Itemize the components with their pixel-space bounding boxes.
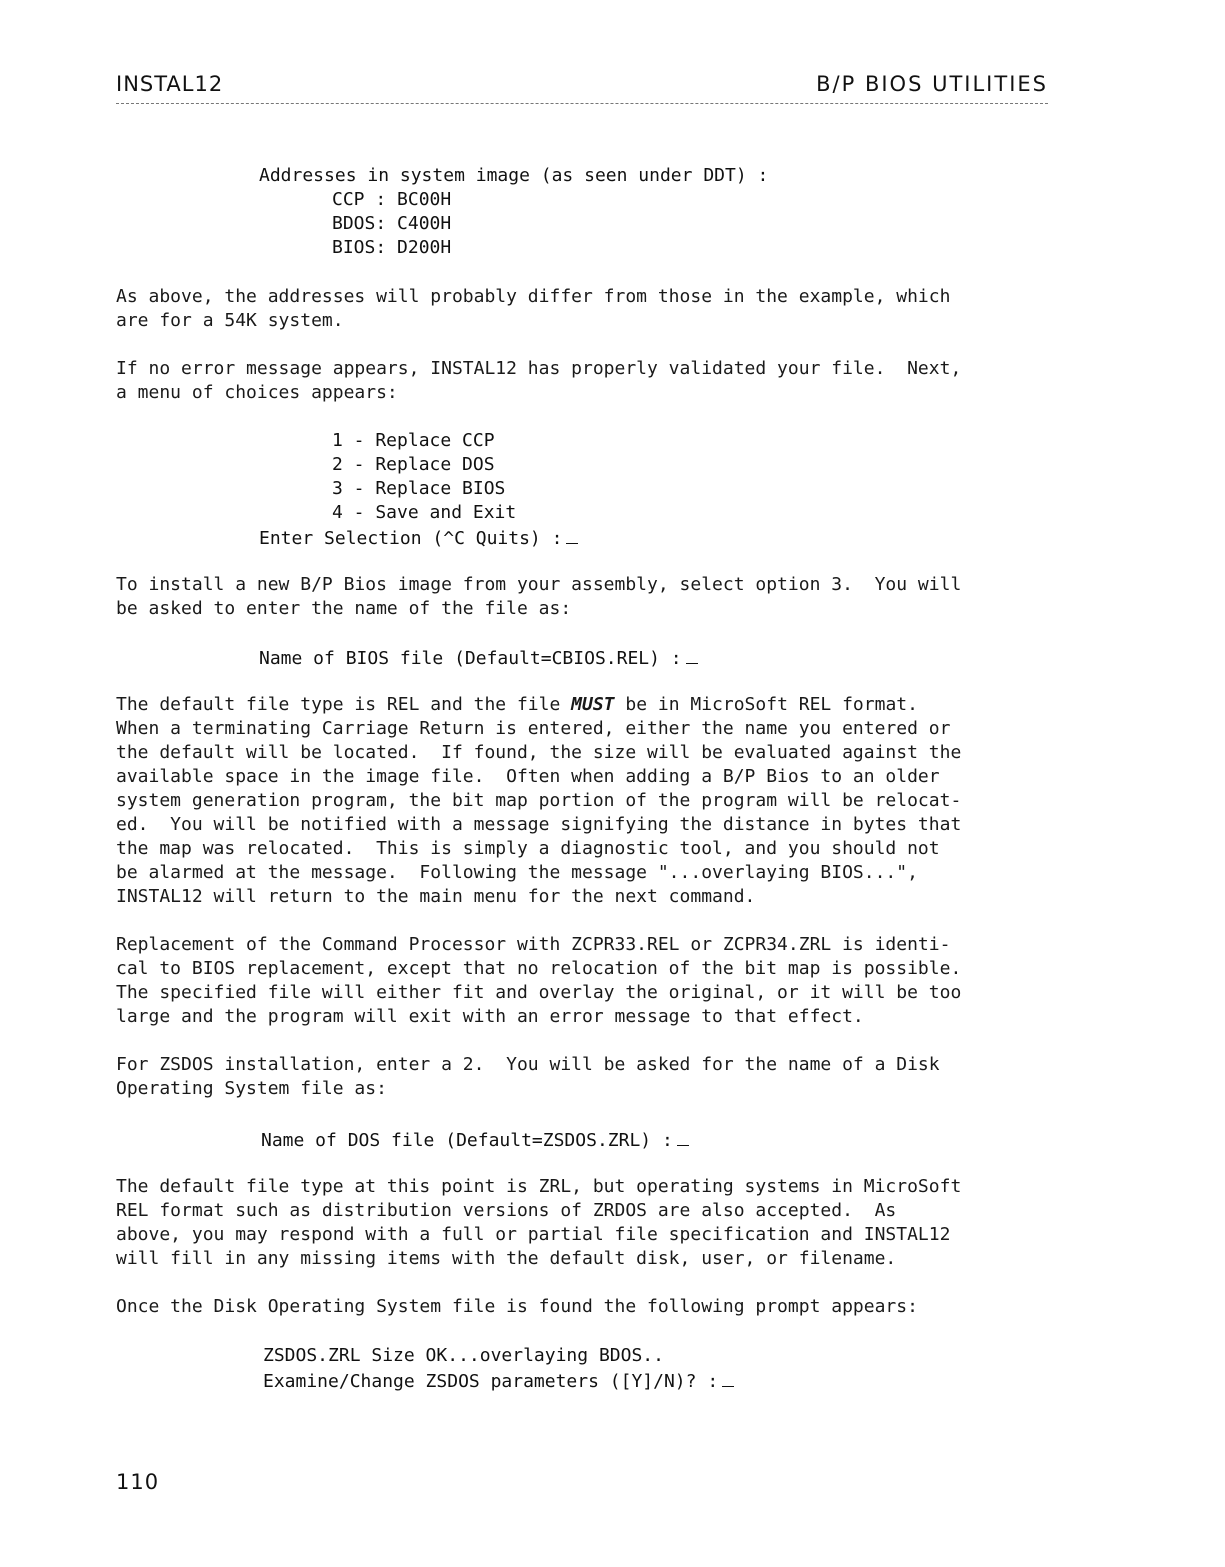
final-line2-wrap — [263, 1368, 734, 1394]
dos-prompt: Name of DOS file (Default=ZSDOS.ZRL) : — [261, 1130, 673, 1151]
page-number: 110 — [116, 1470, 160, 1494]
final-line2: Examine/Change ZSDOS parameters ([Y]/N)? : — [263, 1371, 719, 1392]
para4-line1-a: The default file type is REL and the file — [116, 694, 572, 715]
addresses-title: Addresses in system image (as seen under DDT) : — [259, 165, 769, 186]
address-ccp: CCP : BC00H — [332, 189, 452, 210]
cursor-icon — [722, 1368, 734, 1387]
menu-prompt-line — [259, 525, 578, 551]
menu-item-save-exit: 4 - Save and Exit — [332, 502, 517, 523]
para4-must: MUST — [571, 694, 615, 715]
para3-line1: To install a new B/P Bios image from your assembly, select option 3. You will — [116, 574, 962, 595]
para7-line3: above, you may respond with a full or partial file specification and INSTAL12 — [116, 1224, 951, 1245]
bios-prompt: Name of BIOS file (Default=CBIOS.REL) : — [259, 648, 682, 669]
menu-item-replace-ccp: 1 - Replace CCP — [332, 430, 495, 451]
para5-line3: The specified file will either fit and overlay the original, or it will be too — [116, 982, 962, 1003]
para4-line9: INSTAL12 will return to the main menu for the next command. — [116, 886, 756, 907]
para5-line1: Replacement of the Command Processor with ZCPR33.REL or ZCPR34.ZRL is identi- — [116, 934, 951, 955]
para4-line1 — [116, 693, 918, 717]
para4-line5: system generation program, the bit map portion of the program will be relocat- — [116, 790, 962, 811]
address-bdos: BDOS: C400H — [332, 213, 452, 234]
para6-line2: Operating System file as: — [116, 1078, 387, 1099]
para4-line3: the default will be located. If found, the size will be evaluated against the — [116, 742, 962, 763]
header-title-left: INSTAL12 — [116, 72, 224, 96]
dos-prompt-line — [261, 1127, 689, 1153]
para2-line1: If no error message appears, INSTAL12 has properly validated your file. Next, — [116, 358, 962, 379]
para4-line1-b: be in MicroSoft REL format. — [614, 694, 918, 715]
para7-line2: REL format such as distribution versions of ZRDOS are also accepted. As — [116, 1200, 897, 1221]
para4-line2: When a terminating Carriage Return is entered, either the name you entered or — [116, 718, 951, 739]
menu-prompt: Enter Selection (^C Quits) : — [259, 528, 563, 549]
para3-line2: be asked to enter the name of the file as: — [116, 598, 572, 619]
para8-line1: Once the Disk Operating System file is found the following prompt appears: — [116, 1296, 918, 1317]
cursor-icon — [677, 1127, 689, 1146]
para1-line1: As above, the addresses will probably differ from those in the example, which — [116, 286, 951, 307]
para7-line1: The default file type at this point is ZRL, but operating systems in MicroSoft — [116, 1176, 962, 1197]
para5-line2: cal to BIOS replacement, except that no relocation of the bit map is possible. — [116, 958, 962, 979]
para2-line2: a menu of choices appears: — [116, 382, 398, 403]
page-header — [116, 72, 1048, 102]
para6-line1: For ZSDOS installation, enter a 2. You will be asked for the name of a Disk — [116, 1054, 940, 1075]
para4-line6: ed. You will be notified with a message signifying the distance in bytes that — [116, 814, 962, 835]
cursor-icon — [686, 645, 698, 664]
address-bios: BIOS: D200H — [332, 237, 452, 258]
cursor-icon — [566, 525, 578, 544]
menu-item-replace-dos: 2 - Replace DOS — [332, 454, 495, 475]
para5-line4: large and the program will exit with an error message to that effect. — [116, 1006, 864, 1027]
header-rule — [116, 103, 1048, 104]
para1-line2: are for a 54K system. — [116, 310, 344, 331]
header-title-right: B/P BIOS UTILITIES — [816, 72, 1048, 96]
para4-line8: be alarmed at the message. Following the message "...overlaying BIOS...", — [116, 862, 918, 883]
bios-prompt-line — [259, 645, 698, 671]
para4-line4: available space in the image file. Often when adding a B/P Bios to an older — [116, 766, 940, 787]
para4-line7: the map was relocated. This is simply a diagnostic tool, and you should not — [116, 838, 940, 859]
para7-line4: will fill in any missing items with the default disk, user, or filename. — [116, 1248, 897, 1269]
final-line1: ZSDOS.ZRL Size OK...overlaying BDOS.. — [263, 1345, 664, 1366]
menu-item-replace-bios: 3 - Replace BIOS — [332, 478, 506, 499]
